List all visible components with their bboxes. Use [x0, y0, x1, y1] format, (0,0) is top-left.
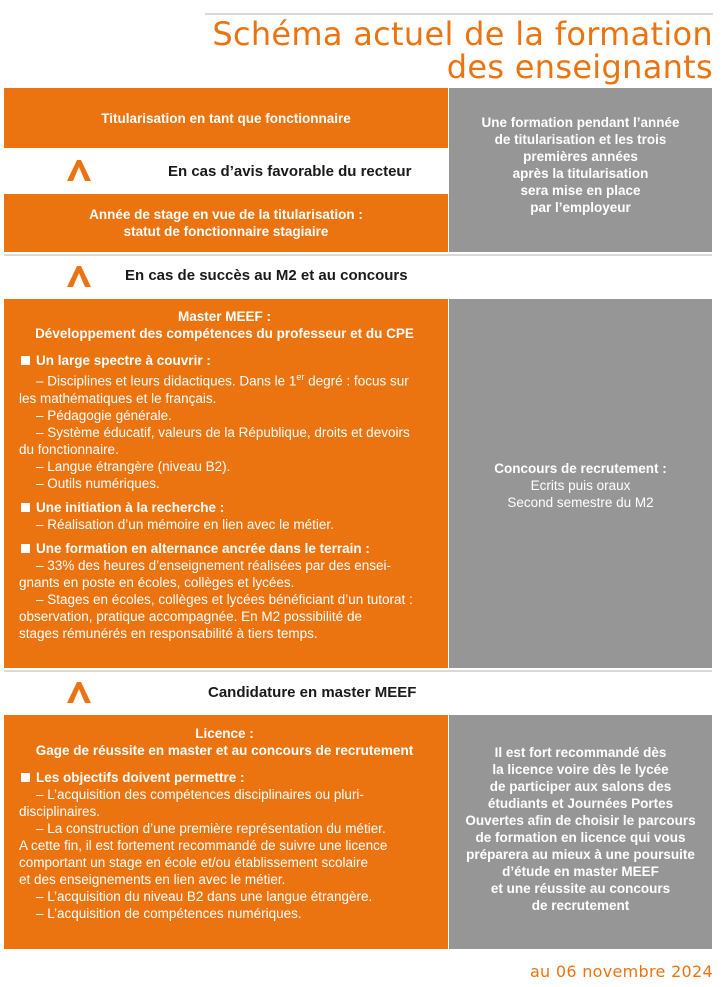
concours-box	[449, 299, 712, 668]
licence-heading-line1: Licence :	[195, 726, 254, 741]
bullet-objectifs: Les objectifs doivent permettre :	[19, 769, 430, 786]
list-item: et des enseignements en lien avec le métier.	[19, 872, 286, 887]
gray-line: par l’employeur	[530, 200, 631, 215]
arrow-caption-recteur: En cas d’avis favorable du recteur	[168, 163, 412, 180]
gray-line: la licence voire dès le lycée	[492, 762, 669, 777]
bullet-alternance: Une formation en alternance ancrée dans le terrain :	[19, 540, 430, 557]
page-title-line2: des enseignants	[446, 48, 713, 86]
concours-title: Concours de recrutement :	[494, 461, 667, 476]
gray-line: premières années	[523, 149, 638, 164]
licence-heading	[19, 725, 430, 759]
list-item: – La construction d’une première représentation du métier.	[36, 821, 386, 836]
gray-line: de titularisation et les trois	[494, 132, 667, 147]
gray-line: et une réussite au concours	[490, 881, 671, 896]
master-heading-line1: Master MEEF :	[177, 309, 272, 324]
list-item: – Outils numériques.	[36, 475, 160, 491]
arrow-caption-candidature: Candidature en master MEEF	[208, 684, 417, 701]
titularisation-box	[4, 88, 448, 148]
annee-stage-box	[4, 194, 448, 252]
list-item: du fonctionnaire.	[19, 441, 119, 457]
licence-box	[4, 715, 448, 949]
bullet-recherche: Une initiation à la recherche :	[19, 499, 430, 516]
footer-date: au 06 novembre 2024	[529, 962, 713, 981]
list-item: gnants en poste en écoles, collèges et lycées.	[19, 574, 295, 590]
list-item: comportant un stage en école et/ou établissement scolaire	[19, 855, 368, 870]
formation-employeur-box	[449, 88, 712, 252]
up-arrow-icon	[64, 263, 94, 289]
list-item: – Stages en écoles, collèges et lycées bénéficiant d’un tutorat :	[36, 591, 413, 607]
up-arrow-icon	[64, 679, 94, 705]
list-item: – L’acquisition du niveau B2 dans une langue étrangère.	[36, 889, 373, 904]
gray-line: de formation en licence qui vous	[475, 830, 686, 845]
gray-line: étudiants et Journées Portes	[487, 796, 674, 811]
concours-line2: Second semestre du M2	[507, 495, 654, 510]
titularisation-text: Titularisation en tant que fonctionnaire	[101, 110, 351, 126]
list-item: – Réalisation d’un mémoire en lien avec le métier.	[36, 516, 334, 532]
list-item: disciplinaires.	[19, 804, 101, 819]
annee-stage-line1: Année de stage en vue de la titularisation :	[89, 207, 363, 222]
list-item: – L’acquisition de compétences numériques.	[36, 906, 302, 921]
gray-line: Ouvertes afin de choisir le parcours	[465, 813, 696, 828]
recommandation-box	[449, 715, 712, 949]
gray-line: d’étude en master MEEF	[502, 864, 659, 879]
page-title-line1: Schéma actuel de la formation	[212, 15, 713, 53]
master-heading-line2: Développement des compétences du professeur et du CPE	[35, 326, 414, 341]
gray-line: de recrutement	[531, 898, 630, 913]
gray-line: Il est fort recommandé dès	[494, 745, 667, 760]
up-arrow-icon	[64, 157, 94, 183]
list-item: – 33% des heures d’enseignement réalisées par des ensei-	[36, 557, 391, 573]
arrow-caption-concours: En cas de succès au M2 et au concours	[125, 267, 408, 284]
gray-line: Une formation pendant l’année	[481, 115, 680, 130]
list-item: – Langue étrangère (niveau B2).	[36, 458, 231, 474]
licence-heading-line2: Gage de réussite en master et au concours de recrutement	[35, 743, 414, 758]
list-item: – Système éducatif, valeurs de la République, droits et devoirs	[36, 424, 410, 440]
gray-line: préparera au mieux à une poursuite	[466, 847, 695, 862]
master-meef-box	[4, 299, 448, 668]
list-item: stages rémunérés en responsabilité à tiers temps.	[19, 625, 318, 641]
gray-line: de participer aux salons des	[489, 779, 672, 794]
list-item: A cette fin, il est fortement recommandé de suivre une licence	[19, 838, 388, 853]
separator-line	[4, 670, 712, 672]
list-item: observation, pratique accompagnée. En M2 possibilité de	[19, 608, 362, 624]
list-item: les mathématiques et le français.	[19, 390, 217, 406]
concours-line1: Ecrits puis oraux	[530, 478, 631, 493]
annee-stage-line2: statut de fonctionnaire stagiaire	[123, 224, 329, 239]
bullet-spectre: Un large spectre à couvrir :	[19, 352, 430, 369]
list-item: – Pédagogie générale.	[36, 407, 172, 423]
separator-line	[4, 254, 712, 256]
list-item: – L’acquisition des compétences disciplinaires ou pluri-	[36, 787, 364, 802]
gray-line: après la titularisation	[512, 166, 649, 181]
page-title	[212, 15, 713, 86]
list-item: – Disciplines et leurs didactiques. Dans le 1er degré : focus sur	[36, 372, 409, 389]
gray-line: sera mise en place	[520, 183, 641, 198]
master-heading	[19, 308, 430, 342]
